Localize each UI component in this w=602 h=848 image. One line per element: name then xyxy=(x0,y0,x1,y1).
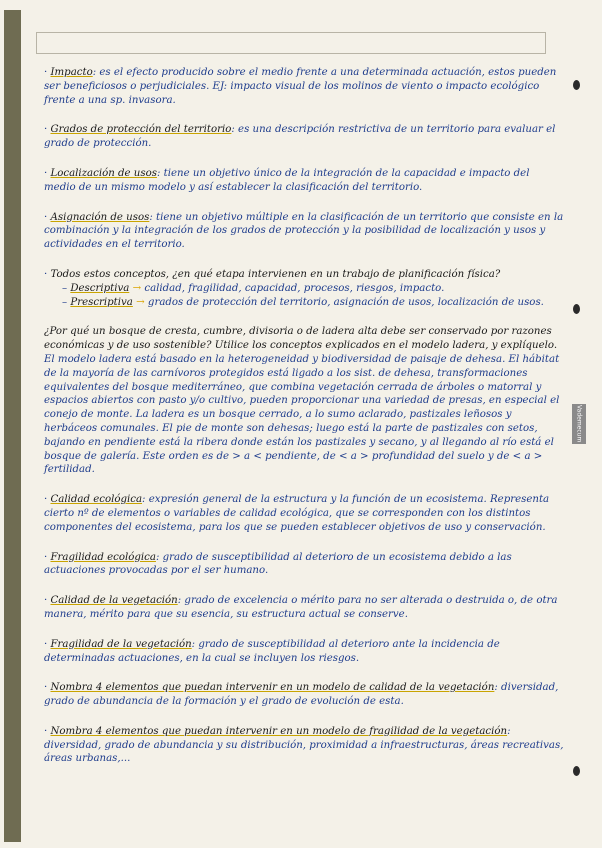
punch-hole xyxy=(573,304,580,314)
handwritten-notes xyxy=(44,66,564,782)
definition-fragilidad-ecologica: · Fragilidad ecológica: grado de susceptibilidad al deterioro de un ecosistema debido a las actuaciones provocadas por el ser humano. xyxy=(44,551,512,577)
answer-text: grados de protección del territorio, asignación de usos, localización de usos. xyxy=(147,296,544,308)
definition-calidad-vegetacion: · Calidad de la vegetación: grado de excelencia o mérito para no ser alterada o destruida o, de otra manera, mérito para que su esencia, su estructura actual se conserve. xyxy=(44,595,558,620)
note-localizacion-usos: · Localización de usos: tiene un objetivo único de la integración de la capacidad e impacto del medio de un mismo modelo y así establecer la clasificación del territorio. xyxy=(44,167,530,193)
answer-label: Descriptiva xyxy=(70,282,130,294)
answer-prescriptiva: – Prescriptiva → grados de protección del territorio, asignación de usos, localización de usos. xyxy=(62,296,544,308)
question-etapas: · Todos estos conceptos, ¿en qué etapa intervienen en un trabajo de planificación física? – Descriptiva → calidad, fragilidad, capacidad, procesos, riesgos, impacto. – Prescriptiva → grados de protección del territorio, asignación de usos, localización de usos. xyxy=(44,268,564,309)
term-label: Calidad de la vegetación xyxy=(50,595,178,607)
note-grados-proteccion: · Grados de protección del territorio: es una descripción restrictiva de un territorio para evaluar el grado de protección. xyxy=(44,124,556,150)
punch-hole xyxy=(573,766,580,776)
term-label: Nombra 4 elementos que puedan intervenir en un modelo de fragilidad de la vegetación xyxy=(50,725,508,737)
answer-text: El modelo ladera está basado en la heterogeneidad y biodiversidad de paisaje de dehesa. El hábitat de la mayoría de las carnívoros protegidos está ligado a los sist. de dehesa, transformaciones equivalentes del bosque mediterráneo, que combina vegetación cerrada de árboles o matorral y espacios abiertos con pasto y/o cultivo, pueden proporcionar una variedad de presas, en especial el conejo de monte. La ladera es un bosque cerrado, a lo sumo aclarado, pastizales leñosos y herbáceos comunales. El pie de monte son dehesas; luego está la parte de pastizales con setos, bajando en pendiente está la ribera donde están los pastizales y secano, y al llegando al río está el bosque de galería. Este orden es de > a < pendiente, de < a > profundidad del suelo y de < a > fertilidad. xyxy=(44,353,560,476)
term-label: Fragilidad ecológica xyxy=(50,551,156,563)
note-impacto: · Impacto: es el efecto producido sobre el medio frente a una determinada actuación, estos pueden ser beneficiosos o perjudiciales. EJ: impacto visual de los molinos de viento o impacto ecológico frente a una sp. invasora. xyxy=(44,67,557,106)
term-definition: : grado de excelencia o mérito para no ser alterada o destruida o, de otra manera, mérito para que su esencia, su estructura actual se conserve. xyxy=(44,595,558,620)
page-binding-strip xyxy=(4,10,21,842)
page-side-tab: Vademecum xyxy=(572,404,586,444)
question-elementos-calidad: · Nombra 4 elementos que puedan intervenir en un modelo de calidad de la vegetación: diversidad, grado de abundancia de la formación y el grado de evolución de esta. xyxy=(44,682,559,708)
answer-text: calidad, fragilidad, capacidad, procesos, riesgos, impacto. xyxy=(144,282,445,294)
definition-calidad-ecologica: · Calidad ecológica: expresión general de la estructura y la función de un ecosistema. Representa cierto nº de elementos o variables de calidad ecológica, que se corresponden con los distintos componentes del ecosistema, para los que se pueden establecer objetivos de uso y conservación. xyxy=(44,494,550,533)
note-asignacion-usos: · Asignación de usos: tiene un objetivo múltiple en la clasificación de un territorio que consiste en la combinación y la integración de los grados de protección y la posibilidad de localización y usos y actividades en el territorio. xyxy=(44,211,564,251)
term-label: Calidad ecológica xyxy=(50,494,143,506)
term-definition: : diversidad, grado de abundancia de la formación y el grado de evolución de esta. xyxy=(44,682,559,708)
term-label: Grados de protección del territorio xyxy=(50,124,232,136)
term-definition: : tiene un objetivo único de la integración de la capacidad e impacto del medio de un mismo modelo y así establecer la clasificación del territorio. xyxy=(44,167,530,193)
question-elementos-fragilidad: · Nombra 4 elementos que puedan intervenir en un modelo de fragilidad de la vegetación: diversidad, grado de abundancia y su distribución, proximidad a infraestructuras, áreas recreativas, áreas urbanas,... xyxy=(44,725,564,765)
answer-label: Prescriptiva xyxy=(70,296,133,308)
answer-descriptiva: – Descriptiva → calidad, fragilidad, capacidad, procesos, riesgos, impacto. xyxy=(62,282,445,294)
question-text: ¿Por qué un bosque de cresta, cumbre, divisoria o de ladera alta debe ser conservado por razones económicas y de uso sostenible? Utilice los conceptos explicados en el modelo ladera, y explíquelo. xyxy=(44,326,558,352)
term-definition: : grado de susceptibilidad al deterioro ante la incidencia de determinadas actuaciones, en la cual se incluyen los riesgos. xyxy=(44,638,500,664)
punch-hole xyxy=(573,80,580,90)
page-header-box xyxy=(36,32,546,54)
term-label: Impacto xyxy=(50,67,93,78)
question-text: Todos estos conceptos, ¿en qué etapa intervienen en un trabajo de planificación física? xyxy=(50,268,501,280)
term-definition: : es una descripción restrictiva de un territorio para evaluar el grado de protección. xyxy=(44,124,556,150)
term-definition: : grado de susceptibilidad al deterioro de un ecosistema debido a las actuaciones provocadas por el ser humano. xyxy=(44,551,512,577)
definition-fragilidad-vegetacion: · Fragilidad de la vegetación: grado de susceptibilidad al deterioro ante la incidencia de determinadas actuaciones, en la cual se incluyen los riesgos. xyxy=(44,638,500,664)
arrow-icon: → xyxy=(132,282,142,294)
arrow-icon: → xyxy=(136,296,145,308)
question-bosque-ladera xyxy=(44,325,564,477)
term-label: Localización de usos xyxy=(50,167,157,179)
term-label: Asignación de usos xyxy=(50,211,150,223)
term-definition: : es el efecto producido sobre el medio frente a una determinada actuación, estos pueden ser beneficiosos o perjudiciales. EJ: impacto visual de los molinos de viento o impacto ecológico frente a una sp. invasora. xyxy=(44,67,557,106)
term-definition: : diversidad, grado de abundancia y su distribución, proximidad a infraestructuras, áreas recreativas, áreas urbanas,... xyxy=(44,725,564,765)
term-label: Nombra 4 elementos que puedan intervenir en un modelo de calidad de la vegetación xyxy=(50,682,495,694)
term-label: Fragilidad de la vegetación xyxy=(50,638,192,650)
term-definition: : tiene un objetivo múltiple en la clasificación de un territorio que consiste en la combinación y la integración de los grados de protección y la posibilidad de localización y usos y actividades en el territorio. xyxy=(44,211,564,251)
term-definition: : expresión general de la estructura y la función de un ecosistema. Representa cierto nº de elementos o variables de calidad ecológica, que se corresponden con los distintos componentes del ecosistema, para los que se pueden establecer objetivos de uso y conservación. xyxy=(44,494,550,533)
